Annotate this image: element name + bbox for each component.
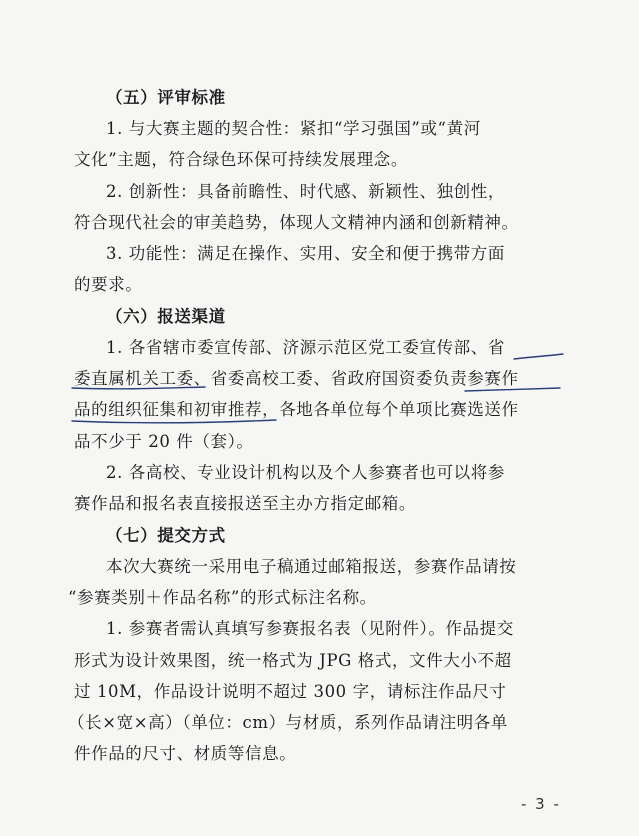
paragraph-line: 2. 创新性：具备前瞻性、时代感、新颖性、独创性， xyxy=(106,182,505,201)
paragraph-line: 赛作品和报名表直接报送至主办方指定邮箱。 xyxy=(74,494,416,513)
paragraph-line: 1. 各省辖市委宣传部、济源示范区党工委宣传部、省 xyxy=(106,338,505,357)
paragraph-line: 1. 参赛者需认真填写参赛报名表（见附件）。作品提交 xyxy=(106,619,514,638)
paragraph-line: 形式为设计效果图，统一格式为 JPG 格式，文件大小不超 xyxy=(74,651,512,670)
paragraph-line: 委直属机关工委、省委高校工委、省政府国资委负责参赛作 xyxy=(74,369,519,388)
paragraph-line: 过 10M，作品设计说明不超过 300 字，请标注作品尺寸 xyxy=(74,682,507,701)
paragraph-line: 的要求。 xyxy=(74,275,143,294)
paragraph-line: 品不少于 20 件（套）。 xyxy=(74,432,254,451)
paragraph-line: 文化”主题，符合绿色环保可持续发展理念。 xyxy=(74,150,408,169)
paragraph-line: 3. 功能性：满足在操作、实用、安全和便于携带方面 xyxy=(106,244,505,263)
section-heading-five: （五）评审标准 xyxy=(106,88,226,107)
paragraph-line: （长×宽×高）（单位：cm）与材质，系列作品请注明各单 xyxy=(68,713,508,732)
section-heading-seven: （七）提交方式 xyxy=(106,526,226,545)
page-number: - 3 - xyxy=(521,795,561,813)
paragraph-line: 本次大赛统一采用电子稿通过邮箱报送，参赛作品请按 xyxy=(106,557,517,576)
paragraph-line: 1. 与大赛主题的契合性：紧扣“学习强国”或“黄河 xyxy=(106,119,481,138)
paragraph-line: “参赛类别＋作品名称”的形式标注名称。 xyxy=(68,588,377,607)
paragraph-line: 件作品的尺寸、材质等信息。 xyxy=(74,744,297,763)
paragraph-line: 符合现代社会的审美趋势，体现人文精神内涵和创新精神。 xyxy=(74,213,519,232)
paragraph-line: 品的组织征集和初审推荐，各地各单位每个单项比赛选送作 xyxy=(74,400,519,419)
paragraph-line: 2. 各高校、专业设计机构以及个人参赛者也可以将参 xyxy=(106,463,505,482)
section-heading-six: （六）报送渠道 xyxy=(106,307,226,326)
